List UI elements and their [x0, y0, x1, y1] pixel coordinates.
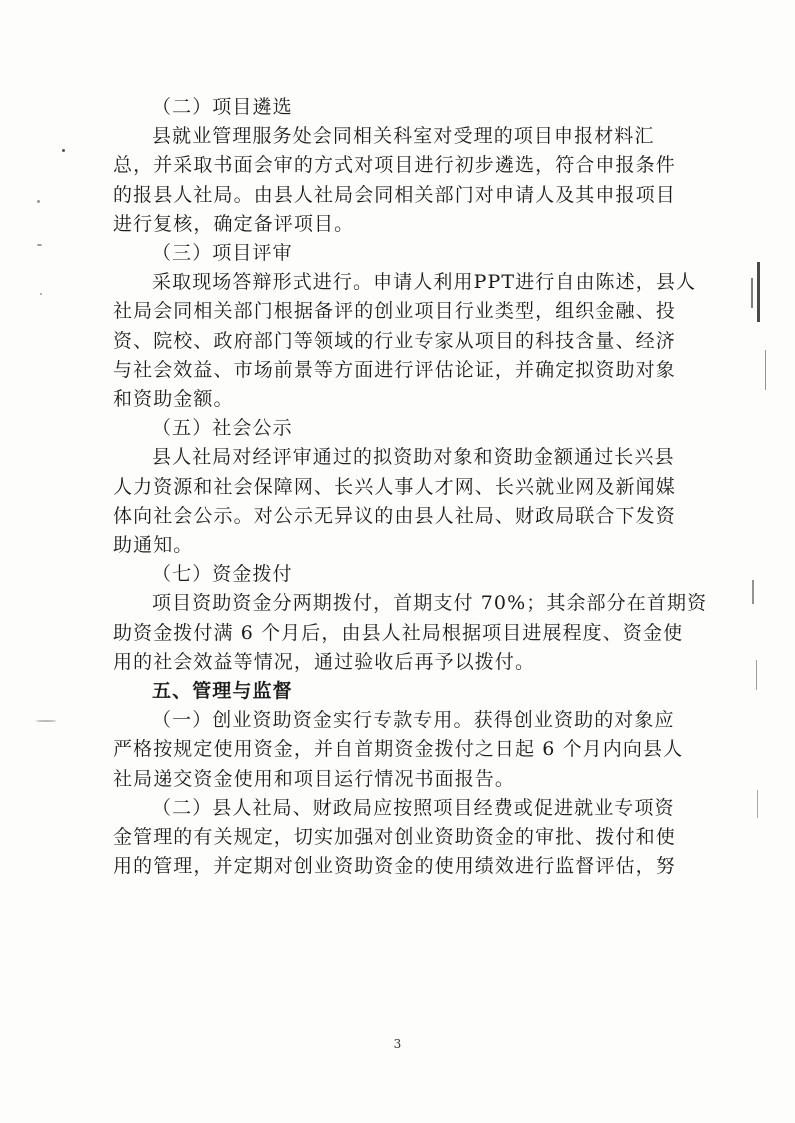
- section-heading: 五、管理与监督: [152, 680, 293, 702]
- scan-artifact: [765, 350, 766, 390]
- scan-artifact: [756, 660, 757, 690]
- text-line: 县就业管理服务处会同相关科室对受理的项目申报材料汇: [152, 125, 655, 147]
- text-line: 助资金拨付满 6 个月后，由县人社局根据项目进展程度、资金使: [113, 622, 684, 644]
- text-line: 总，并采取书面会审的方式对项目进行初步遴选，符合申报条件: [113, 154, 676, 176]
- scan-artifact: [37, 200, 40, 203]
- scan-artifact: [757, 262, 760, 322]
- scan-artifact: [757, 790, 758, 818]
- text-line: 人力资源和社会保障网、长兴人事人才网、长兴就业网及新闻媒: [113, 476, 676, 498]
- text-line: 用的管理，并定期对创业资助资金的使用绩效进行监督评估，努: [113, 855, 676, 877]
- text-line: 资、院校、政府部门等领域的行业专家从项目的科技含量、经济: [113, 330, 676, 352]
- text-line: 与社会效益、市场前景等方面进行评估论证，并确定拟资助对象: [113, 359, 676, 381]
- scan-artifact: [62, 149, 65, 152]
- text-line: 助通知。: [113, 534, 194, 556]
- text-line: 社局会同相关部门根据备评的创业项目行业类型，组织金融、投: [113, 300, 676, 322]
- text-line: （二）项目遴选: [152, 96, 293, 118]
- text-line: 体向社会公示。对公示无异议的由县人社局、财政局联合下发资: [113, 505, 676, 527]
- text-line: 社局递交资金使用和项目运行情况书面报告。: [113, 768, 516, 790]
- scan-artifact: [40, 293, 42, 295]
- text-line: （二）县人社局、财政局应按照项目经费或促进就业专项资: [152, 797, 675, 819]
- page-number: 3: [393, 1037, 402, 1051]
- text-line: 的报县人社局。由县人社局会同相关部门对申请人及其申报项目: [113, 184, 676, 206]
- text-line: 严格按规定使用资金，并自首期资金拨付之日起 6 个月内向县人: [113, 738, 684, 760]
- text-line: 进行复核，确定备评项目。: [113, 213, 355, 235]
- text-line: 项目资助资金分两期拨付，首期支付 70%；其余部分在首期资: [152, 592, 708, 614]
- scan-artifact: [37, 244, 42, 246]
- scan-artifact: [752, 580, 754, 604]
- scan-artifact: [751, 278, 753, 308]
- text-line: 县人社局对经评审通过的拟资助对象和资助金额通过长兴县: [152, 446, 675, 468]
- text-line: 用的社会效益等情况，通过验收后再予以拨付。: [113, 651, 536, 673]
- text-line: （一）创业资助资金实行专款专用。获得创业资助的对象应: [152, 709, 675, 731]
- text-line: 采取现场答辩形式进行。申请人利用PPT进行自由陈述，县人: [152, 271, 697, 293]
- scan-artifact: [36, 720, 56, 722]
- text-line: （三）项目评审: [152, 242, 293, 264]
- text-line: 和资助金额。: [113, 388, 234, 410]
- text-line: （七）资金拨付: [152, 563, 293, 585]
- text-line: （五）社会公示: [152, 417, 293, 439]
- text-line: 金管理的有关规定，切实加强对创业资助资金的审批、拨付和使: [113, 826, 676, 848]
